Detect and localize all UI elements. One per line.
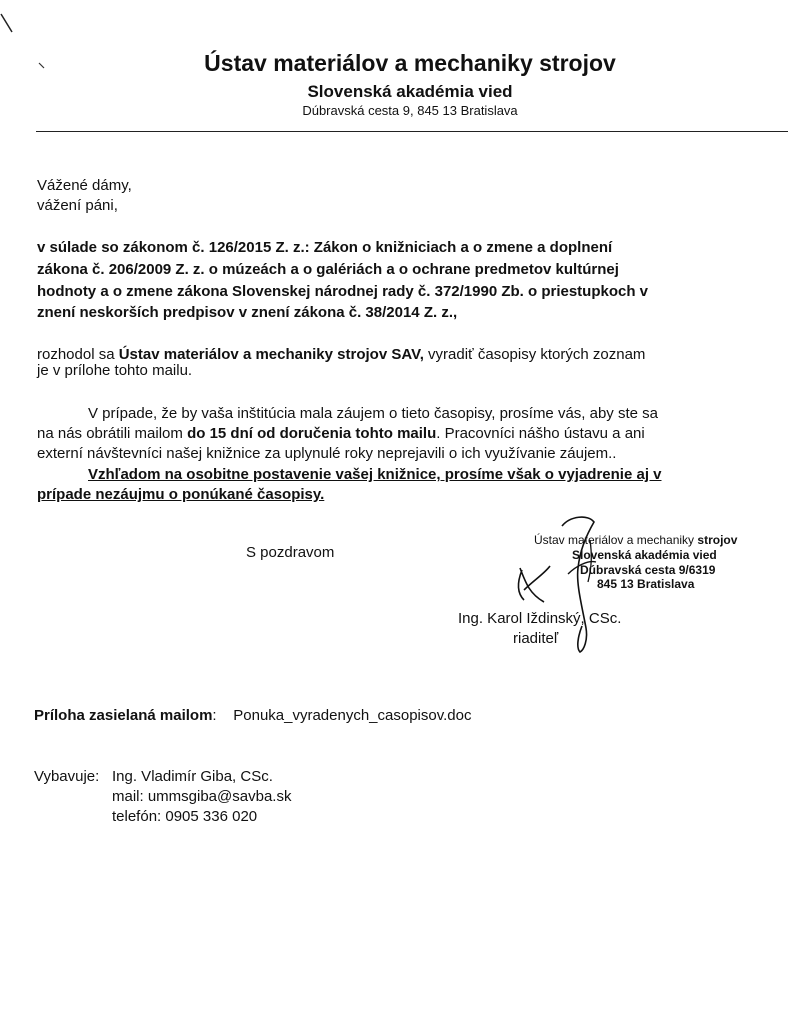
letterhead-address: Dúbravská cesta 9, 845 13 Bratislava — [302, 103, 518, 118]
attachment-colon: : — [212, 707, 217, 724]
stamp-line-1-text: Ústav materiálov a mechaniky — [534, 533, 698, 547]
decision-paragraph-line-2: je v prílohe tohto mailu. — [37, 362, 193, 379]
letterhead-divider — [36, 131, 788, 132]
request-line-2-suffix: . Pracovníci nášho ústavu a ani — [436, 425, 645, 442]
stamp-line-1-bold: strojov — [697, 533, 738, 547]
law-paragraph-line-4: znení neskorších predpisov v znení zákona č. 38/2014 Z. z., — [37, 304, 458, 321]
request-underlined-line-1: Vzhľadom na osobitne postavenie vašej knižnice, prosíme však o vyjadrenie aj v — [88, 466, 662, 483]
signatory-role: riaditeľ — [513, 630, 559, 647]
stamp-line-4: 845 13 Bratislava — [597, 577, 695, 591]
request-underlined-line-2: prípade nezáujmu o ponúkané časopisy. — [37, 486, 325, 503]
letterhead-academy: Slovenská akadémia vied — [307, 82, 513, 101]
closing-greeting: S pozdravom — [246, 544, 335, 561]
law-paragraph-line-2: zákona č. 206/2009 Z. z. o múzeách a o galériách a o ochrane predmetov kultúrnej — [37, 261, 619, 278]
letterhead-institute: Ústav materiálov a mechaniky strojov — [204, 50, 616, 76]
attachment-filename: Ponuka_vyradenych_casopisov.doc — [233, 707, 472, 724]
request-paragraph-line-1: V prípade, že by vaša inštitúcia mala záujem o tieto časopisy, prosíme vás, aby ste sa — [88, 405, 658, 422]
decision-prefix: rozhodol sa — [37, 346, 119, 363]
contact-phone: telefón: 0905 336 020 — [112, 808, 258, 825]
stamp-line-2-bold: vied — [692, 548, 717, 562]
request-paragraph-line-3: externí návštevníci našej knižnice za uplynulé roky neprejavili o ich využívanie záujem.. — [37, 445, 617, 462]
decision-suffix: vyradiť časopisy ktorých zoznam — [423, 346, 646, 363]
attachment-label: Príloha zasielaná mailom — [34, 707, 213, 724]
contact-name: Ing. Vladimír Giba, CSc. — [112, 768, 273, 785]
signatory-name: Ing. Karol Iždinský, CSc. — [458, 610, 622, 627]
contact-email: mail: ummsgiba@savba.sk — [112, 788, 292, 805]
request-deadline: do 15 dní od doručenia tohto mailu — [187, 425, 437, 442]
stamp-line-2-text: Slovenská akadémia — [572, 548, 693, 562]
law-paragraph-line-1: v súlade so zákonom č. 126/2015 Z. z.: Zákon o knižniciach a o zmene a doplnení — [37, 239, 613, 256]
decision-institute: Ústav materiálov a mechaniky strojov SAV, — [118, 346, 424, 363]
contact-label: Vybavuje: — [34, 768, 100, 785]
request-paragraph-line-2 — [37, 424, 781, 444]
stamp-line-3: Dúbravská cesta 9/6319 — [580, 563, 716, 577]
attachment-line — [34, 706, 471, 726]
salutation-line-2: vážení páni, — [37, 197, 118, 214]
request-line-2-prefix: na nás obrátili mailom — [37, 425, 188, 442]
scan-corner-mark — [0, 12, 14, 34]
law-paragraph-line-3: hodnoty a o zmene zákona Slovenskej národnej rady č. 372/1990 Zb. o priestupkoch v — [37, 283, 649, 300]
salutation-line-1: Vážené dámy, — [37, 177, 132, 194]
